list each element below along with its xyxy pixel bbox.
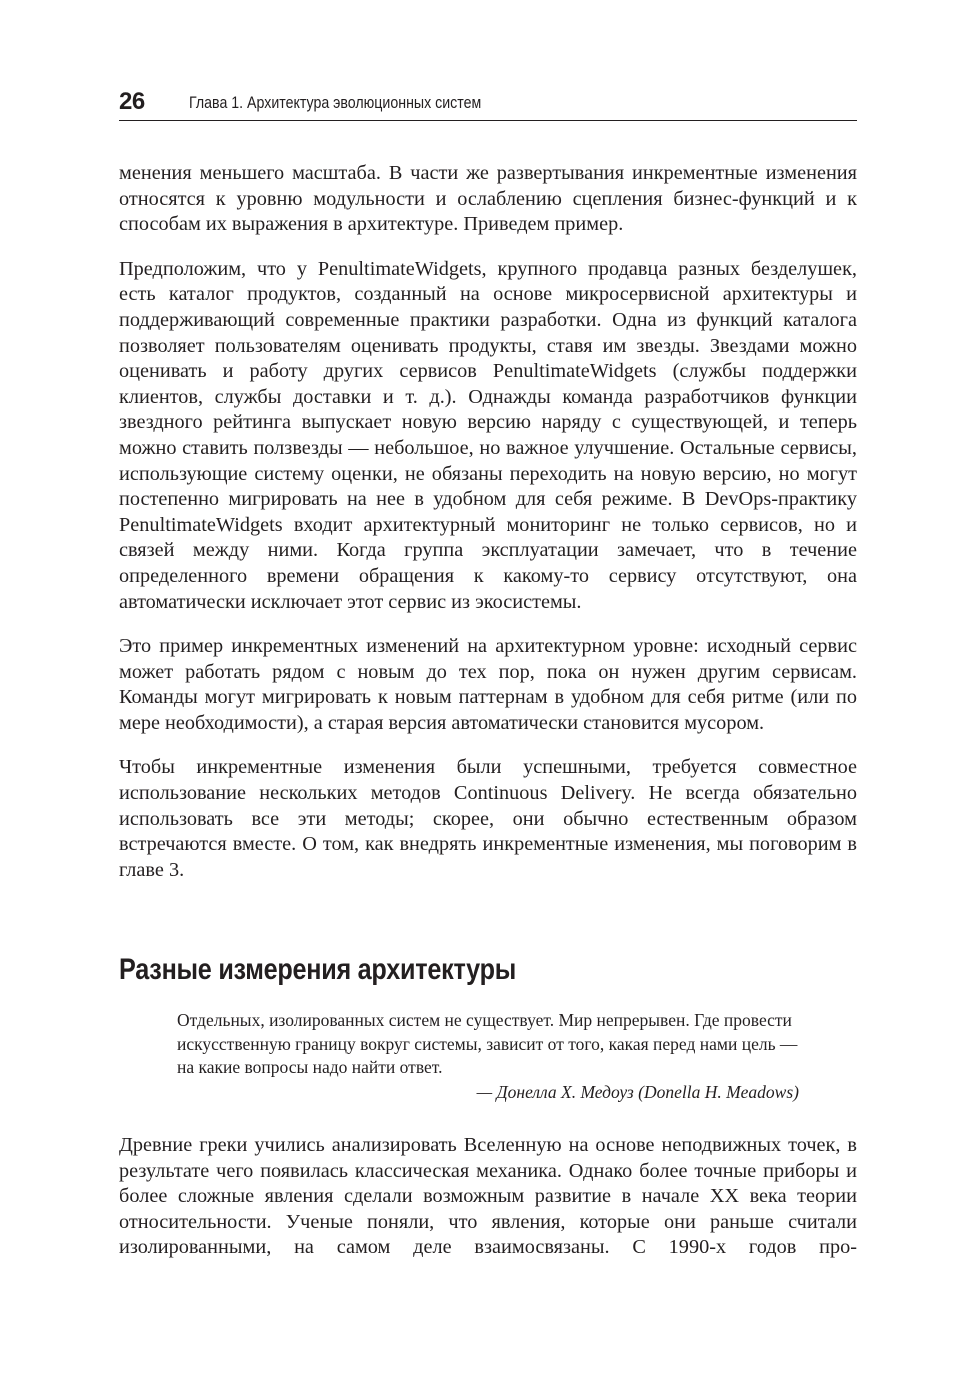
paragraph: Древние греки учились анализировать Вселенную на основе неподвижных точек, в результате чего появилась классическая механика. Однако более точные приборы и более сложные явления сделали возможным развитие в начале XX века теории относительности. Ученые поняли, что явления, которые они раньше считали изолированными, на самом деле взаимосвязаны. С 1990-х годов про- xyxy=(119,1134,857,1259)
epigraph xyxy=(177,1009,799,1104)
running-header xyxy=(119,88,857,118)
body-text xyxy=(119,161,857,902)
section-body-text xyxy=(119,1133,857,1261)
page-number: 26 xyxy=(119,88,145,115)
paragraph: Чтобы инкрементные изменения были успешными, требуется совместное использование нескольких методов Continuous Delivery. Не всегда обязательно использовать все эти методы; скорее, они обычно естественным образом встречаются вместе. О том, как внедрять инкрементные изменения, мы поговорим в главе 3. xyxy=(119,756,857,881)
paragraph: менения меньшего масштаба. В части же развертывания инкрементные изменения относятся к уровню модульности и ослаблению сцепления бизнес-функций и к способам их выражения в архитектуре. Приведем пример. xyxy=(119,162,857,236)
chapter-title: Глава 1. Архитектура эволюционных систем xyxy=(189,94,482,112)
section-heading: Разные измерения архитектуры xyxy=(119,953,517,986)
epigraph-text: Отдельных, изолированных систем не существует. Мир непрерывен. Где провести искусственную границу вокруг системы, зависит от того, какая перед нами цель — на какие вопросы надо найти ответ. xyxy=(177,1010,798,1077)
paragraph: Предположим, что у PenultimateWidgets, крупного продавца разных безделушек, есть каталог продуктов, созданный на основе микросервисной архитектуры и поддерживающий современные практики разработки. Одна из функций каталога позволяет пользователям оценивать продукты, ставя им звезды. Звездами можно оценивать и работу других сервисов PenultimateWidgets (службы поддержки клиентов, службы доставки и т. д.). Однажды команда разработчиков функции звездного рейтинга выпускает новую версию наряду с существующей, и теперь можно ставить ползвезды — небольшое, но важное улучшение. Остальные сервисы, использующие систему оценки, не обязаны переходить на новую версию, но могут постепенно мигрировать на нее в удобном для себя режиме. В DevOps-практику PenultimateWidgets входит архитектурный мониторинг не только сервисов, но и связей между ними. Когда группа эксплуатации замечает, что в течение определенного времени обращения к какому-то сервису отсутствуют, она автоматически исключает этот сервис из экосистемы. xyxy=(119,257,857,613)
header-rule xyxy=(119,120,857,121)
paragraph: Это пример инкрементных изменений на архитектурном уровне: исходный сервис может работать рядом с новым до тех пор, пока он нужен другим сервисам. Команды могут мигрировать к новым паттернам в удобном для себя ритме (или по мере необходимости), а старая версия автоматически становится мусором. xyxy=(119,635,857,734)
epigraph-attribution: — Донелла Х. Медоуз (Donella H. Meadows) xyxy=(476,1081,799,1102)
